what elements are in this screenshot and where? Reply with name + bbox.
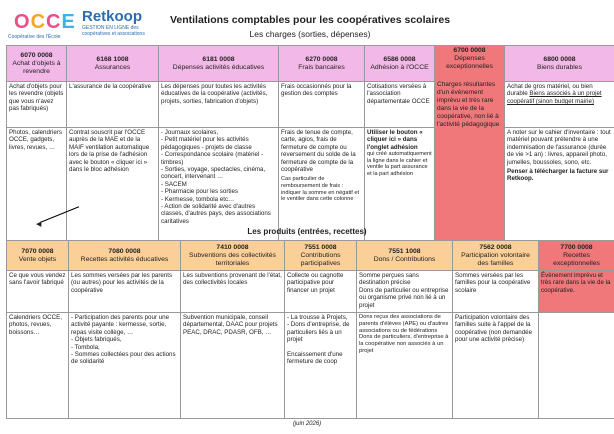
charge-header-cell (505, 46, 614, 82)
account-description: Frais occasionnés pour la gestion des comptes (279, 82, 365, 128)
account-label: Assurances (94, 63, 131, 71)
account-code: 7551 1008 (388, 247, 421, 255)
account-description: Cotisations versées à l'association départementale OCCE (365, 82, 435, 128)
account-label: Adhésion à l'OCCE (370, 63, 429, 71)
account-description: Sommes versées par les familles pour la coopérative scolaire (453, 271, 539, 313)
account-code: 6700 0008 (453, 47, 486, 54)
arrow-head-icon: ◀ (36, 221, 42, 228)
account-label: Biens durables (537, 63, 582, 71)
charge-header-cell (365, 46, 435, 82)
produits-table (6, 240, 614, 419)
account-examples: Participation volontaire des familles suite à l'appel de la coopérative (non demandée pour une activité précise) (453, 313, 539, 419)
charges-table (6, 45, 614, 242)
account-examples (365, 128, 435, 242)
account-description: Collecte ou cagnotte participative pour financer un projet (285, 271, 357, 313)
account-label: Achat d'objets à revendre (12, 59, 61, 75)
account-code: 6586 0008 (383, 55, 416, 63)
account-label: Contributions participatives (300, 251, 341, 267)
account-code: 6800 0008 (543, 55, 576, 63)
account-label: Recettes exceptionnelles (553, 251, 600, 267)
logo-subtext: Coopérative des l'École (8, 34, 61, 40)
account-code: 6270 0008 (305, 55, 338, 63)
account-description: Somme perçues sans destination précise Dons de particulier ou entreprise ou organisme privé non lié à un projet (357, 271, 453, 313)
account-examples-text: A noter sur le cahier d'inventaire : tout matériel pouvant prétendre à une indemnisation de l'assurance (durée de vie >1 an) : livres, appareil photo, jumelles, boussoles, sono, etc. (507, 129, 611, 166)
account-label: Recettes activités éducatives (80, 255, 169, 263)
account-examples: - Journaux scolaires, - Petit matériel pour les activités pédagogiques - projets de classe - Correspondance scolaire (matériel - timbres) - Sorties, voyage, spectacles, cinéma, concert, intervenant … - SACEM - Pharmacie pour les sorties - Kermesse, tombola etc… - Action de solidarité avec d'autres classes, d'autres pays, des associations caritatives (159, 128, 279, 242)
produit-header-cell (181, 241, 285, 271)
account-description: L'assurance de la coopérative (67, 82, 159, 128)
charges-subtitle: Les charges (sorties, dépenses) (249, 29, 371, 39)
account-examples: Subvention municipale, conseil départemental, DAAC pour projets PEAC, DRAC, PDASR, OFB, … (181, 313, 285, 419)
account-label: Dons / Contributions (373, 255, 436, 263)
account-examples: Photos, calendriers OCCE, gadgets, livres, revues, … (7, 128, 67, 242)
account-description: Ce que vous vendez sans l'avoir fabriqué (7, 271, 69, 313)
produit-header-cell (453, 241, 539, 271)
produits-title: Les produits (entrées, recettes) (247, 227, 367, 236)
account-code: 6168 1008 (96, 55, 129, 63)
account-examples: Dons reçus des associations de parents d'élèves (APE) ou d'autres associations ou de fédérations Dons de particuliers, d'entreprise à la coopérative non associés à un projet (357, 313, 453, 419)
account-description: Achat de gros matériel, ou bien durable Biens associés à un projet coopératif (sinon budget mairie) (505, 82, 614, 128)
account-label: Dépenses exceptionnelles (446, 55, 493, 70)
account-label: Participation volontaire des familles (461, 251, 530, 267)
account-examples: - Participation des parents pour une activité payante : kermesse, sortie, repas visite collège, … - Objets fabriqués, - Tombola, - Sommes collectées pour des actions de solidarité (69, 313, 181, 419)
account-examples: - La trousse à Projets, - Dons d'entreprise, de particuliers liés à un projet Encaissement d'une fermeture de coop (285, 313, 357, 419)
charge-header-cell (7, 46, 67, 82)
account-code: 7080 0008 (108, 247, 141, 255)
charge-header-cell (67, 46, 159, 82)
account-code: 7410 0008 (216, 243, 249, 251)
page-title: Ventilations comptables pour les coopératives scolaires (169, 14, 451, 26)
account-note: Penser à télécharger la facture sur Retkoop. (507, 168, 609, 183)
account-description: Les dépenses pour toutes les activités éducatives de la coopérative (activités, projets, sorties, fabrication d'objets) (159, 82, 279, 128)
account-label: Vente objets (18, 255, 57, 263)
account-examples (539, 313, 614, 419)
logo-tagline: GESTION EN LIGNE des coopératives et associations (82, 25, 145, 37)
produit-header-cell (357, 241, 453, 271)
account-examples-text: Utiliser le bouton « cliquer ici » dans l'onglet adhésion (367, 129, 423, 151)
produit-header-cell (7, 241, 69, 271)
produit-header-cell (539, 241, 614, 271)
account-description: Les subventions provenant de l'état, des collectivités locales (181, 271, 285, 313)
produit-header-cell (69, 241, 181, 271)
account-description: Charges résultantes d'un évènement imprévu et très rare dans la vie de la coopérative, non lié à l'activité pédagogique (437, 81, 500, 128)
account-code: 7562 0008 (479, 243, 512, 251)
account-examples (505, 128, 614, 242)
retkoop-brand: Retkoop (82, 8, 142, 25)
account-code: 7700 0008 (560, 243, 593, 251)
account-examples: Calendriers OCCE, photos, revues, boissons… (7, 313, 69, 419)
account-code: 7070 0008 (21, 247, 54, 255)
account-note: Cas particulier de remboursement de frais : indiquer la somme en négatif et le ventiler dans cette colonne (281, 176, 360, 203)
retkoop-logo (4, 6, 160, 40)
account-code: 7551 0008 (304, 243, 337, 251)
account-description: Les sommes versées par les parents (ou autres) pour les activités de la coopérative (69, 271, 181, 313)
account-label: Frais bancaires (298, 63, 345, 71)
account-label: Dépenses activités éducatives (172, 63, 265, 71)
occe-logo-text: OCCE (14, 11, 76, 33)
account-label: Subventions des collectivités territoriales (189, 251, 276, 267)
charge-header-cell (159, 46, 279, 82)
account-examples (279, 128, 365, 242)
account-examples-text: Frais de tenue de compte, carte, agios, frais de fermeture de compte ou reversement du solde de la fermeture de compte de la coopérative (281, 129, 356, 174)
charge-header-cell (435, 46, 505, 242)
account-note: qui créé automatiquement la ligne dans le cahier et ventile la part assurance et la part adhésion (367, 151, 432, 177)
footer-date: (juin 2026) (292, 421, 322, 427)
account-description: Évènement imprévu et très rare dans la vie de la coopérative. (539, 271, 614, 313)
account-code: 6070 0008 (20, 51, 53, 59)
account-code: 6181 0008 (202, 55, 235, 63)
charge-header-cell (279, 46, 365, 82)
account-description: Achat d'objets pour les revendre (objets que vous n'avez pas fabriqués) (7, 82, 67, 128)
account-examples: Contrat souscrit par l'OCCE auprès de la MAE et de la MAIF ventilation automatique lors de la prise de l'adhésion avec le bouton « cliquer ici » dans le bloc adhésion (67, 128, 159, 242)
produit-header-cell (285, 241, 357, 271)
